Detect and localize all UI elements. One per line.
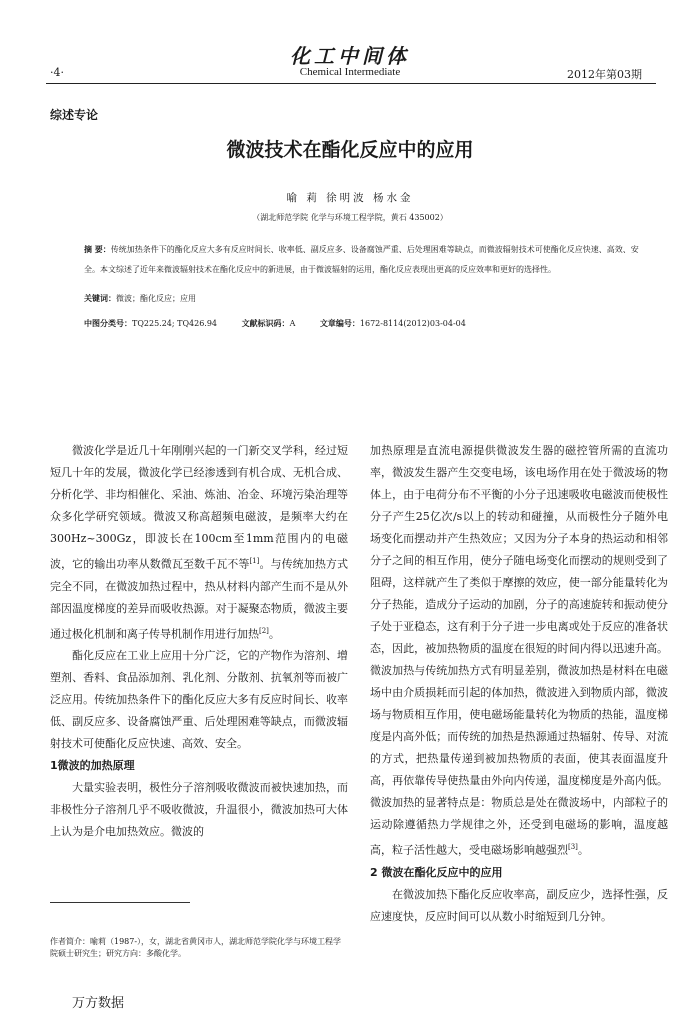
page-number: ·4· xyxy=(50,66,64,79)
keywords-text: 微波；酯化反应；应用 xyxy=(116,294,196,303)
paragraph: 加热原理是直流电源提供微波发生器的磁控管所需的直流功率，微波发生器产生交变电场，该电场作用在处于微波场的物体上，由于电荷分布不平衡的小分子迅速吸收电磁波而使极性分子产生25亿次/s以上的转动和碰撞，从而极性分子随外电场变化而摆动并产生热效应；又因为分子本身的热运动和相邻分子之间的相互作用，使分子随电场变化而摆动的规则受到了阻碍，这样就产生了类似于摩擦的效应，使一部分能量转化为分子热能，造成分子运动的加剧，分子的高速旋转和振动使分子处于亚稳态，这有利于分子进一步电离或处于反应的准备状态，因此，被加热物质的温度在很短的时间内得以迅速升高。微波加热与传统加热方式有明显差别，微波加热是材料在电磁场中由介质损耗而引起的体加热，微波进入到物质内部，微波场与物质相互作用，使电磁场能量转化为物质的热能，温度梯度是内高外低；而传统的加热是热源通过热辐射、传导、对流的方式，把热量传递到被加热物质的表面，使其表面温度升高，再依靠传导使热量由外向内传递，温度梯度是外高内低。微波加热的显著特点是：物质总是处在微波场中，内部粒子的运动除遵循热力学规律之外，还受到电磁场的影响，温度越高，粒子活性越大，受电磁场影响越强烈[3]。 xyxy=(370,444,668,857)
left-column xyxy=(50,440,348,843)
affiliation: （湖北师范学院 化学与环境工程学院，黄石 435002） xyxy=(252,213,448,222)
section-heading: 2 微波在酯化反应中的应用 xyxy=(370,865,503,879)
paragraph: 大量实验表明，极性分子溶剂吸收微波而被快速加热，而非极性分子溶剂几乎不吸收微波，升温很小，微波加热可大体上认为是介电加热效应。微波的 xyxy=(50,781,348,839)
clc-value: TQ225.24; TQ426.94 xyxy=(132,319,218,328)
author-footnote: 作者简介：喻莉（1987-），女，湖北省黄冈市人，湖北师范学院化学与环境工程学院硕士研究生；研究方向：多酸化学。 xyxy=(50,937,342,958)
article-no-value: 1672-8114(2012)03-04-04 xyxy=(359,319,466,328)
doc-code-label: 文献标识码： xyxy=(241,319,290,328)
keywords-label: 关键词： xyxy=(84,294,116,303)
abstract-text: 传统加热条件下的酯化反应大多有反应时间长、收率低、副反应多、设备腐蚀严重、后处理困难等缺点，而微波辐射技术可使酯化反应快速、高效、安全。本文综述了近年来微波辐射技术在酯化反应中的新进展，由于微波辐射的运用，酯化反应表现出更高的反应效率和更好的选择性。 xyxy=(84,245,639,274)
issue-label: 2012年第03期 xyxy=(567,68,642,81)
journal-subtitle: Chemical Intermediate xyxy=(299,66,401,78)
article-no-label: 文章编号： xyxy=(319,319,360,328)
paragraph: 微波化学是近几十年刚刚兴起的一门新交叉学科，经过短短几十年的发展，微波化学已经渗透到有机合成、无机合成、分析化学、非均相催化、采油、炼油、冶金、环境污染治理等众多化学研究领域。微波又称高超频电磁波，是频率大约在300Hz~300Gz，即波长在100cm至1mm范围内的电磁波，它的输出功率从数微瓦至数千瓦不等[1]。与传统加热方式完全不同，在微波加热过程中，热从材料内部产生而不是从外部因温度梯度的差异而吸收热源。对于凝聚态物质，微波主要通过极化机制和离子传导机制作用进行加热[2]。 xyxy=(50,444,348,641)
right-column xyxy=(370,440,668,928)
clc-label: 中图分类号： xyxy=(84,319,132,328)
paragraph: 酯化反应在工业上应用十分广泛，它的产物作为溶剂、增塑剂、香料、食品添加剂、乳化剂、分散剂、抗氧剂等而被广泛应用。传统加热条件下的酯化反应大多有反应时间长、收率低、副反应多、设备腐蚀严重、后处理困难等缺点，而微波辐射技术可使酯化反应快速、高效、安全。 xyxy=(50,649,348,751)
classification-line xyxy=(84,318,488,329)
citation-ref: [1] xyxy=(249,557,260,565)
abstract xyxy=(84,240,644,280)
watermark: 万方数据 xyxy=(72,996,125,1011)
citation-ref: [2] xyxy=(259,626,269,635)
doc-code-value: A xyxy=(289,319,296,328)
article-title: 微波技术在酯化反应中的应用 xyxy=(226,139,474,161)
section-heading: 1微波的加热原理 xyxy=(50,759,135,773)
paragraph: 在微波加热下酯化反应收率高，副反应少，选择性强，反应速度快，反应时间可以从数小时缩短到几分钟。 xyxy=(370,887,668,923)
footnote-rule xyxy=(50,902,190,903)
header-rule xyxy=(46,83,656,84)
abstract-label: 摘 要： xyxy=(84,245,111,254)
citation-ref: [3] xyxy=(568,843,578,851)
keywords-line xyxy=(84,293,196,304)
authors: 喻 莉 徐明波 杨水金 xyxy=(286,192,414,204)
journal-logo: 化工中间体 xyxy=(290,44,410,68)
column-tag: 综述专论 xyxy=(50,108,99,122)
